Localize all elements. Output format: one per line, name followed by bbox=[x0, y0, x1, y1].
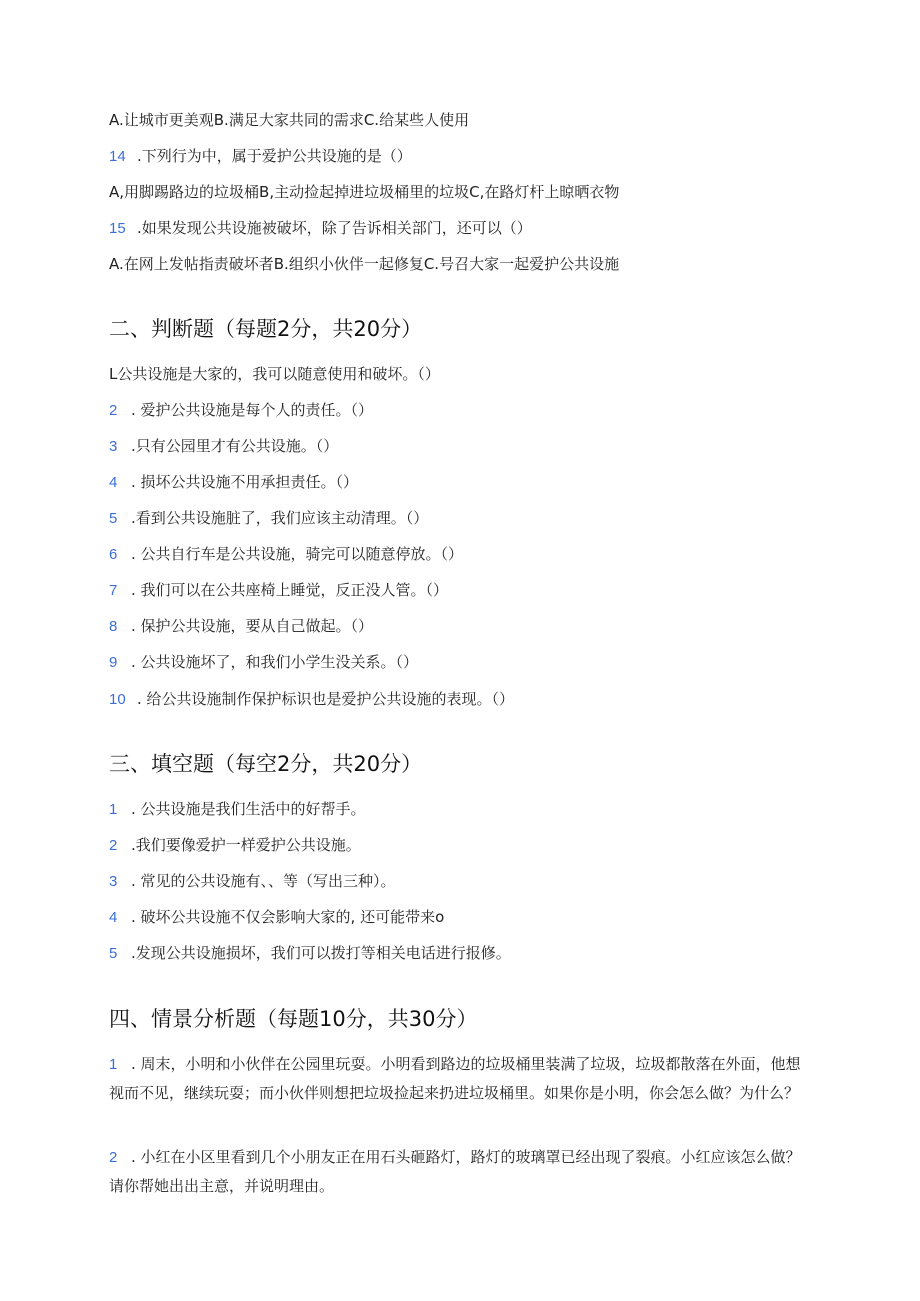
item-number: 3 bbox=[109, 873, 118, 890]
section-2-title: 二、判断题（每题2分，共20分） bbox=[109, 317, 423, 341]
judgement-item bbox=[109, 434, 820, 459]
fill-blank-item bbox=[109, 797, 820, 822]
item-text: . 周末，小明和小伙伴在公园里玩耍。小明看到路边的垃圾桶里装满了垃圾，垃圾都散落在外面，他想视而不见，继续玩耍；而小伙伴则想把垃圾捡起来扔进垃圾桶里。如果你是小明，你会怎么做？为什么？ bbox=[109, 1055, 801, 1102]
item-number: 6 bbox=[109, 546, 118, 563]
item-number: 5 bbox=[109, 510, 118, 527]
item-text: . 公共自行车是公共设施，骑完可以随意停放。（） bbox=[131, 545, 464, 563]
fill-blank-item bbox=[109, 833, 820, 858]
item-number: 8 bbox=[109, 618, 118, 635]
item-text: . 给公共设施制作保护标识也是爱护公共设施的表现。（） bbox=[137, 690, 515, 708]
question-number: 14 bbox=[109, 148, 126, 165]
section-3-title: 三、填空题（每空2分，共20分） bbox=[109, 752, 423, 776]
question-text: .如果发现公共设施被破坏，除了告诉相关部门，还可以（） bbox=[137, 219, 532, 237]
judgement-item bbox=[109, 650, 820, 675]
q13-options: A.让城市更美观B.满足大家共同的需求C.给某些人使用 bbox=[109, 111, 470, 129]
item-number: 7 bbox=[109, 582, 118, 599]
item-text: .发现公共设施损坏，我们可以拨打等相关电话进行报修。 bbox=[131, 944, 511, 962]
item-text: . 常见的公共设施有、、等（写出三种）。 bbox=[131, 872, 396, 890]
item-text: . 公共设施是我们生活中的好帮手。 bbox=[131, 800, 366, 818]
item-text: . 小红在小区里看到几个小朋友正在用石头砸路灯，路灯的玻璃罩已经出现了裂痕。小红应该怎么做？请你帮她出出主意，并说明理由。 bbox=[109, 1148, 801, 1195]
item-number: 1 bbox=[109, 801, 118, 818]
judgement-item bbox=[109, 506, 820, 531]
item-number: 1 bbox=[109, 1056, 118, 1073]
item-text: . 破坏公共设施不仅会影响大家的, 还可能带来o bbox=[131, 908, 445, 926]
fill-blank-item bbox=[109, 941, 820, 966]
item-text: . 公共设施坏了，和我们小学生没关系。（） bbox=[131, 653, 419, 671]
scenario-item bbox=[109, 1143, 815, 1200]
item-text: . 保护公共设施，要从自己做起。（） bbox=[131, 617, 374, 635]
question-text: .下列行为中，属于爱护公共设施的是（） bbox=[137, 147, 412, 165]
judgement-item bbox=[109, 470, 820, 495]
judgement-item bbox=[109, 614, 820, 639]
section-4-title: 四、情景分析题（每题10分，共30分） bbox=[109, 1007, 478, 1031]
fill-blank-item bbox=[109, 869, 820, 894]
item-number: 2 bbox=[109, 1149, 118, 1166]
item-text: . 爱护公共设施是每个人的责任。（） bbox=[131, 401, 374, 419]
q15-options: A.在网上发帖指责破坏者B.组织小伙伴一起修复C.号召大家一起爱护公共设施 bbox=[109, 255, 620, 273]
item-number: 3 bbox=[109, 438, 118, 455]
item-number: 4 bbox=[109, 474, 118, 491]
item-text: . 我们可以在公共座椅上睡觉，反正没人管。（） bbox=[131, 581, 449, 599]
item-text: .看到公共设施脏了，我们应该主动清理。（） bbox=[131, 509, 429, 527]
item-number: 10 bbox=[109, 691, 126, 708]
judgement-item bbox=[109, 398, 820, 423]
judgement-item bbox=[109, 542, 820, 567]
scenario-item bbox=[109, 1050, 815, 1107]
item-number: 5 bbox=[109, 945, 118, 962]
item-number: 4 bbox=[109, 909, 118, 926]
item-number: 2 bbox=[109, 402, 118, 419]
judgement-item bbox=[109, 578, 820, 603]
judgement-item bbox=[109, 362, 820, 386]
question-number: 15 bbox=[109, 220, 126, 237]
item-text: .我们要像爱护一样爱护公共设施。 bbox=[131, 836, 361, 854]
question-15 bbox=[109, 216, 820, 241]
judgement-item bbox=[109, 687, 820, 712]
item-text: L公共设施是大家的，我可以随意使用和破坏。（） bbox=[109, 365, 440, 383]
q14-options: A,用脚踢路边的垃圾桶B,主动捡起掉进垃圾桶里的垃圾C,在路灯杆上晾晒衣物 bbox=[109, 183, 620, 201]
item-number: 2 bbox=[109, 837, 118, 854]
fill-blank-item bbox=[109, 905, 820, 930]
item-number: 9 bbox=[109, 654, 118, 671]
item-text: .只有公园里才有公共设施。（） bbox=[131, 437, 339, 455]
question-14 bbox=[109, 144, 820, 169]
item-text: . 损坏公共设施不用承担责任。（） bbox=[131, 473, 359, 491]
